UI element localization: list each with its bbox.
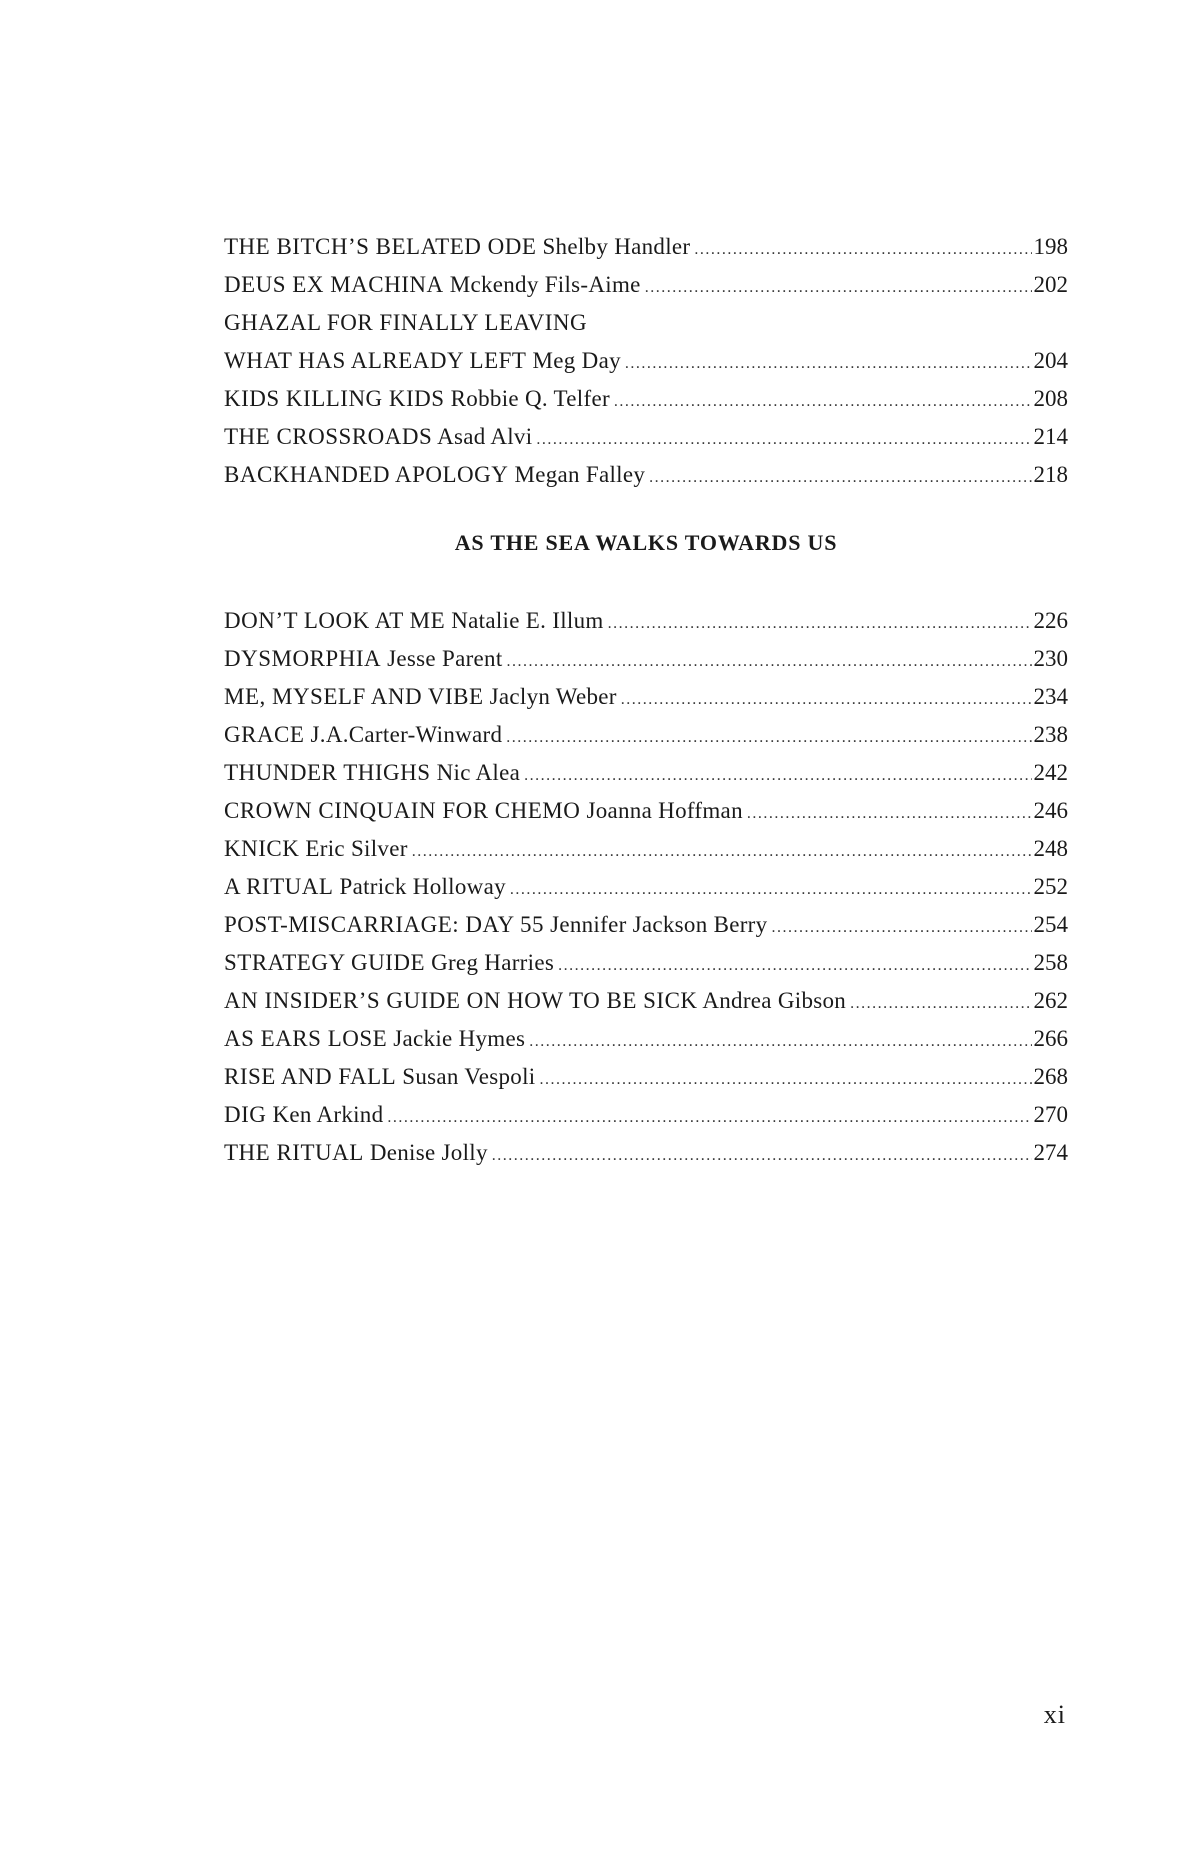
toc-entry xyxy=(224,380,1068,418)
poem-title: RISE AND FALL xyxy=(224,1064,397,1089)
dot-leader xyxy=(614,383,1032,421)
dot-leader xyxy=(387,1099,1031,1137)
poem-author: Shelby Handler xyxy=(542,234,691,259)
poem-title: BACKHANDED APOLOGY xyxy=(224,462,509,487)
toc-entry xyxy=(224,792,1068,830)
toc-page-number: 246 xyxy=(1033,798,1068,823)
dot-leader xyxy=(771,909,1031,947)
toc-entry-text xyxy=(224,868,506,906)
toc-entry xyxy=(224,982,1068,1020)
toc-entry-text xyxy=(224,640,503,678)
poem-author: Mckendy Fils-Aime xyxy=(449,272,641,297)
toc-page-number: 226 xyxy=(1033,608,1068,633)
toc-entry-text xyxy=(224,266,641,304)
toc-entry-text xyxy=(224,342,621,380)
toc-entry-text xyxy=(224,982,846,1020)
dot-leader xyxy=(645,269,1032,307)
poem-title: DIG xyxy=(224,1102,267,1127)
poem-author: Asad Alvi xyxy=(437,424,533,449)
toc-entry-text xyxy=(224,1096,383,1134)
poem-author: Jesse Parent xyxy=(387,646,503,671)
toc-entry xyxy=(224,456,1068,494)
toc-entry xyxy=(224,342,1068,380)
dot-leader xyxy=(694,231,1031,269)
poem-title: CROWN CINQUAIN FOR CHEMO xyxy=(224,798,581,823)
toc-page-number: 214 xyxy=(1033,424,1068,449)
dot-leader xyxy=(510,871,1032,909)
toc-page-number: 202 xyxy=(1033,272,1068,297)
toc-entry xyxy=(224,1020,1068,1058)
toc-entry-text xyxy=(224,754,520,792)
dot-leader xyxy=(536,421,1031,459)
toc-entry-text xyxy=(224,380,610,418)
poem-title: DEUS EX MACHINA xyxy=(224,272,444,297)
poem-author: Nic Alea xyxy=(436,760,521,785)
dot-leader xyxy=(649,459,1031,497)
toc-entry xyxy=(224,1096,1068,1134)
toc-entry xyxy=(224,944,1068,982)
poem-author: Robbie Q. Telfer xyxy=(450,386,610,411)
toc-entry xyxy=(224,906,1068,944)
toc-entry xyxy=(224,678,1068,716)
poem-title: DYSMORPHIA xyxy=(224,646,382,671)
toc-page-number: 204 xyxy=(1033,348,1068,373)
toc-page-number: 266 xyxy=(1033,1026,1068,1051)
toc-entry xyxy=(224,754,1068,792)
dot-leader xyxy=(558,947,1031,985)
toc-entry-text xyxy=(224,906,767,944)
toc-entry xyxy=(224,640,1068,678)
dot-leader xyxy=(625,345,1032,383)
section-heading: AS THE SEA WALKS TOWARDS US xyxy=(454,530,838,555)
poem-title: AS EARS LOSE xyxy=(224,1026,388,1051)
poem-title: GRACE xyxy=(224,722,305,747)
toc-page-number: 268 xyxy=(1033,1064,1068,1089)
poem-title: WHAT HAS ALREADY LEFT xyxy=(224,348,527,373)
toc-page-number: 208 xyxy=(1033,386,1068,411)
poem-title: GHAZAL FOR FINALLY LEAVING xyxy=(224,310,588,335)
poem-author: Jackie Hymes xyxy=(393,1026,526,1051)
dot-leader xyxy=(747,795,1032,833)
toc-entry-text xyxy=(224,830,408,868)
poem-author: Ken Arkind xyxy=(272,1102,384,1127)
toc-entry-text xyxy=(224,304,587,342)
poem-title: AN INSIDER’S GUIDE ON HOW TO BE SICK xyxy=(224,988,698,1013)
toc-entry xyxy=(224,266,1068,304)
poem-author: Andrea Gibson xyxy=(702,988,847,1013)
toc-page-number: 234 xyxy=(1033,684,1068,709)
dot-leader xyxy=(412,833,1032,871)
poem-author: Eric Silver xyxy=(305,836,408,861)
poem-title: THE RITUAL xyxy=(224,1140,364,1165)
dot-leader xyxy=(850,985,1031,1023)
dot-leader xyxy=(608,605,1032,643)
toc-entry xyxy=(224,304,1068,342)
toc-entry-text xyxy=(224,1134,488,1172)
toc-entry xyxy=(224,830,1068,868)
toc-page-number: 262 xyxy=(1033,988,1068,1013)
poem-title: ME, MYSELF AND VIBE xyxy=(224,684,484,709)
toc-entry-text xyxy=(224,792,743,830)
poem-author: J.A.Carter-Winward xyxy=(310,722,503,747)
poem-title: THE CROSSROADS xyxy=(224,424,433,449)
dot-leader xyxy=(529,1023,1031,1061)
toc-entry-text xyxy=(224,602,604,640)
poem-author: Megan Falley xyxy=(514,462,646,487)
toc-list-part-1 xyxy=(224,228,1068,494)
toc-entry xyxy=(224,1134,1068,1172)
toc-entry-text xyxy=(224,1020,525,1058)
poem-author: Denise Jolly xyxy=(369,1140,488,1165)
toc-page-number: 230 xyxy=(1033,646,1068,671)
poem-title: THE BITCH’S BELATED ODE xyxy=(224,234,537,259)
poem-title: A RITUAL xyxy=(224,874,334,899)
poem-author: Jennifer Jackson Berry xyxy=(550,912,768,937)
toc-page-number: 270 xyxy=(1033,1102,1068,1127)
toc-entry-text xyxy=(224,1058,535,1096)
poem-author: Jaclyn Weber xyxy=(489,684,617,709)
poem-title: THUNDER THIGHS xyxy=(224,760,431,785)
poem-title: POST-MISCARRIAGE: DAY 55 xyxy=(224,912,545,937)
dot-leader xyxy=(492,1137,1032,1175)
poem-title: DON’T LOOK AT ME xyxy=(224,608,446,633)
toc-page-number: 274 xyxy=(1033,1140,1068,1165)
toc-entry xyxy=(224,228,1068,266)
dot-leader xyxy=(524,757,1031,795)
poem-author: Joanna Hoffman xyxy=(586,798,743,823)
toc-entry xyxy=(224,716,1068,754)
dot-leader xyxy=(621,681,1032,719)
toc-entry-text xyxy=(224,944,554,982)
poem-title: KIDS KILLING KIDS xyxy=(224,386,445,411)
toc-entry xyxy=(224,1058,1068,1096)
toc-entry xyxy=(224,602,1068,640)
toc-page-number: 198 xyxy=(1033,234,1068,259)
toc-page-number: 242 xyxy=(1033,760,1068,785)
toc-page-number: 218 xyxy=(1033,462,1068,487)
toc-entry-text xyxy=(224,418,532,456)
toc-entry xyxy=(224,418,1068,456)
dot-leader xyxy=(506,719,1031,757)
dot-leader xyxy=(507,643,1032,681)
toc-list-part-2 xyxy=(224,602,1068,1172)
poem-author: Meg Day xyxy=(532,348,621,373)
poem-author: Greg Harries xyxy=(431,950,555,975)
poem-title: KNICK xyxy=(224,836,300,861)
toc-page-number: 238 xyxy=(1033,722,1068,747)
poem-author: Susan Vespoli xyxy=(402,1064,536,1089)
poem-title: STRATEGY GUIDE xyxy=(224,950,425,975)
toc-page-number: 258 xyxy=(1033,950,1068,975)
toc-page-number: 252 xyxy=(1033,874,1068,899)
toc-page-number: 248 xyxy=(1033,836,1068,861)
toc-entry-text xyxy=(224,228,690,266)
toc-entry xyxy=(224,868,1068,906)
poem-author: Patrick Holloway xyxy=(339,874,506,899)
poem-author: Natalie E. Illum xyxy=(451,608,604,633)
toc-entry-text xyxy=(224,456,645,494)
toc-page-number: 254 xyxy=(1033,912,1068,937)
toc-entry-text xyxy=(224,678,617,716)
page-number: xi xyxy=(1043,1700,1066,1729)
toc-entry-text xyxy=(224,716,502,754)
dot-leader xyxy=(539,1061,1031,1099)
